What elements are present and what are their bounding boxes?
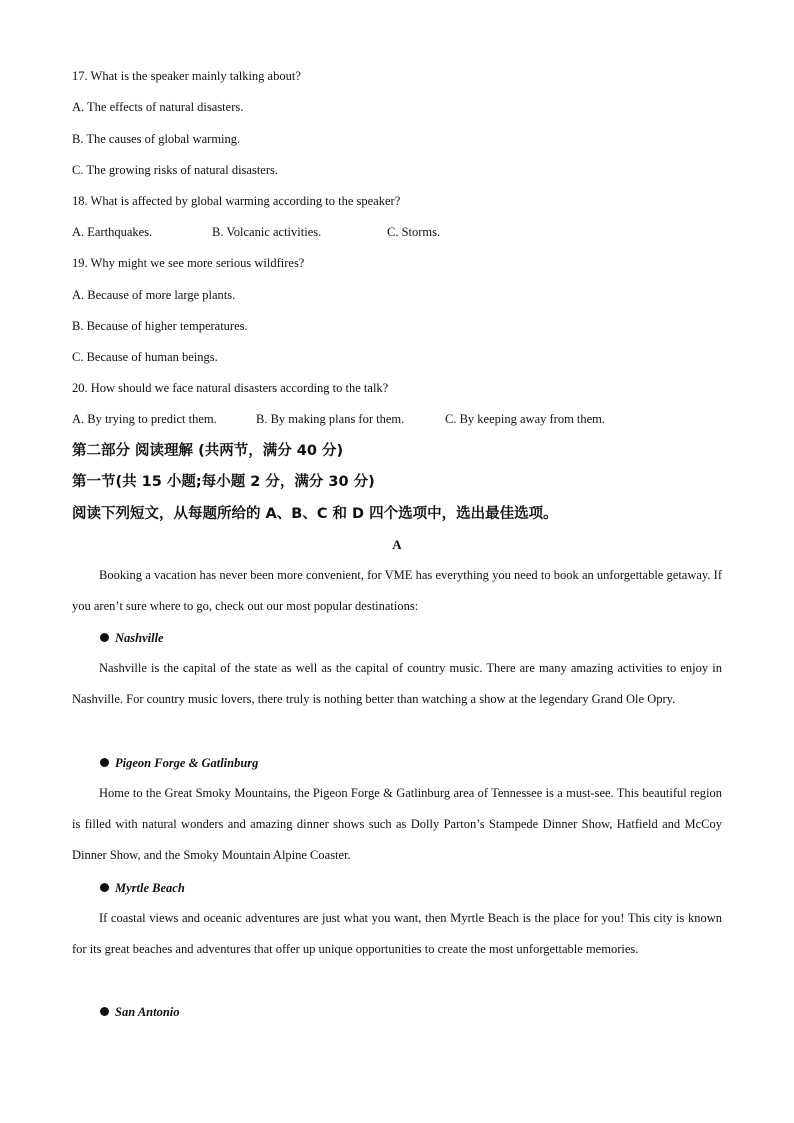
section-2-title: 第二部分 阅读理解 (共两节，满分 40 分) [72, 443, 344, 459]
destination-name: Pigeon Forge & Gatlinburg [115, 756, 259, 770]
destination-text-myrtle-beach: If coastal views and oceanic adventures are just what you want, then Myrtle Beach is the place for you! This city is known for its great beaches and adventures that offer up unique opportunities to create the most unforgettable memories. [72, 911, 722, 956]
question-17-option-a: A. The effects of natural disasters. [72, 100, 244, 114]
question-18-stem: 18. What is affected by global warming according to the speaker? [72, 194, 401, 208]
bullet-icon [100, 1007, 109, 1016]
destination-text-pigeon-forge: Home to the Great Smoky Mountains, the Pigeon Forge & Gatlinburg area of Tennessee is a must-see. This beautiful region is filled with natural wonders and amazing dinner shows such as Dolly Parton’s Stampede Dinner Show, Hatfield and McCoy Dinner Show, and the Smoky Mountain Alpine Coaster. [72, 786, 722, 862]
bullet-icon [100, 883, 109, 892]
question-20-stem: 20. How should we face natural disasters according to the talk? [72, 381, 389, 395]
bullet-icon [100, 758, 109, 767]
question-17-stem: 17. What is the speaker mainly talking about? [72, 69, 301, 83]
question-18-option-c: C. Storms. [387, 225, 441, 239]
question-20-option-a: A. By trying to predict them. [72, 412, 217, 426]
section-2-subtitle: 第一节(共 15 小题;每小题 2 分，满分 30 分) [72, 474, 375, 490]
bullet-icon [100, 633, 109, 642]
question-20-option-b: B. By making plans for them. [256, 412, 405, 426]
question-20-options [72, 411, 722, 427]
question-19-option-a: A. Because of more large plants. [72, 288, 236, 302]
passage-a-label: A [392, 537, 402, 552]
question-18-option-b: B. Volcanic activities. [212, 225, 322, 239]
question-20-option-c: C. By keeping away from them. [445, 412, 606, 426]
question-19-stem: 19. Why might we see more serious wildfires? [72, 256, 305, 270]
question-19-option-c: C. Because of human beings. [72, 350, 218, 364]
destination-heading-san-antonio [100, 1004, 180, 1020]
question-18-options [72, 224, 722, 240]
passage-a-intro: Booking a vacation has never been more convenient, for VME has everything you need to book an unforgettable getaway. If you aren’t sure where to go, check out our most popular destinations: [72, 568, 722, 613]
destination-name: Nashville [115, 631, 164, 645]
question-17-option-c: C. The growing risks of natural disasters. [72, 163, 278, 177]
destination-heading-pigeon-forge [100, 755, 258, 771]
question-17-option-b: B. The causes of global warming. [72, 132, 241, 146]
destination-name: Myrtle Beach [115, 881, 185, 895]
destination-name: San Antonio [115, 1005, 180, 1019]
destination-heading-nashville [100, 630, 164, 646]
section-2-instruction: 阅读下列短文，从每题所给的 A、B、C 和 D 四个选项中，选出最佳选项。 [72, 506, 558, 522]
destination-text-nashville: Nashville is the capital of the state as well as the capital of country music. There are many amazing activities to enjoy in Nashville. For country music lovers, there truly is nothing better than watching a show at the legendary Grand Ole Opry. [72, 661, 722, 706]
question-19-option-b: B. Because of higher temperatures. [72, 319, 248, 333]
question-18-option-a: A. Earthquakes. [72, 225, 153, 239]
destination-heading-myrtle-beach [100, 880, 185, 896]
